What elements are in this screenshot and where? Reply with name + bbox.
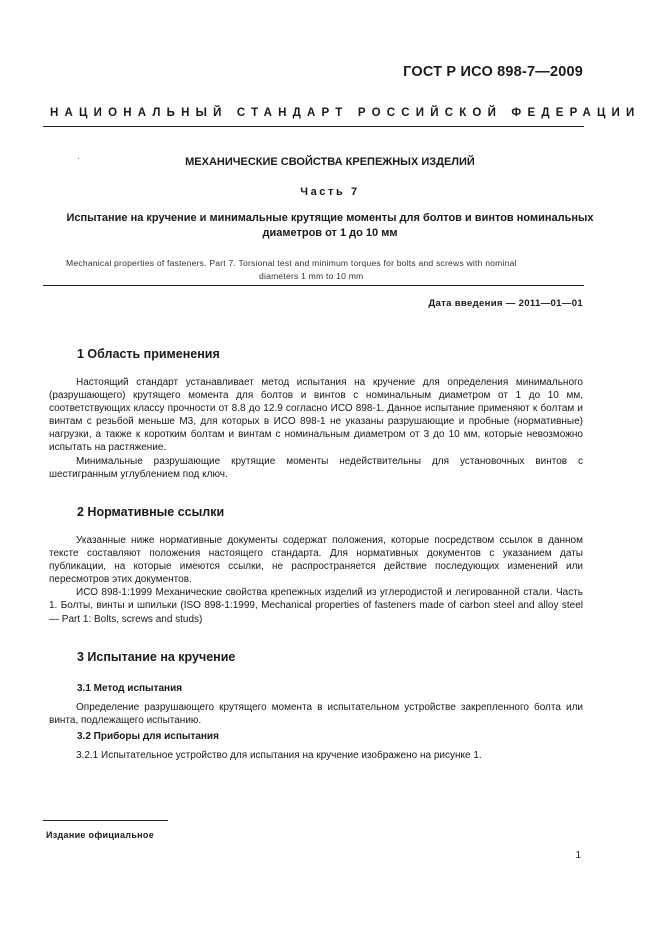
english-title [66, 257, 596, 283]
footer-rule [43, 820, 168, 821]
part-label: Часть 7 [300, 186, 360, 198]
english-title-line-1: Mechanical properties of fasteners. Part 7. Torsional test and minimum torques for bolts and screws with nominal [66, 258, 517, 268]
section-2-heading: 2 Нормативные ссылки [77, 505, 225, 519]
document-title: МЕХАНИЧЕСКИЕ СВОЙСТВА КРЕПЕЖНЫХ ИЗДЕЛИЙ [185, 156, 475, 168]
document-subtitle [40, 211, 620, 241]
section-2-body [49, 534, 583, 626]
title-rule [43, 285, 584, 286]
standard-id: ГОСТ Р ИСО 898-7—2009 [403, 64, 583, 80]
header-rule [43, 126, 584, 127]
section-1-body [49, 376, 583, 481]
english-title-line-2: diameters 1 mm to 10 mm [259, 271, 364, 281]
section-3-2-1-text: 3.2.1 Испытательное устройство для испытания на кручение изображено на рисунке 1. [76, 750, 482, 761]
section-3-1-text: Определение разрушающего крутящего момента в испытательном устройстве закрепленного болта или винта, подлежащего испытанию. [49, 702, 583, 727]
national-standard-banner: НАЦИОНАЛЬНЫЙ СТАНДАРТ РОССИЙСКОЙ ФЕДЕРАЦИИ [50, 107, 641, 119]
section-1-paragraph-2: Минимальные разрушающие крутящие моменты недействительны для установочных винтов с шестигранным углублением под ключ. [49, 455, 583, 480]
section-3-1-heading: 3.1 Метод испытания [77, 683, 183, 694]
section-2-paragraph-2: ИСО 898-1:1999 Механические свойства крепежных изделий из углеродистой и легированной стали. Часть 1. Болты, винты и шпильки (ISO 898-1:1999, Mechanical properties of fasteners made of carbon steel and alloy steel — Part 1: Bolts, screws and studs) [49, 587, 583, 625]
section-1-paragraph-1: Настоящий стандарт устанавливает метод испытания на кручение для определения минимального (разрушающего) крутящего момента для болтов и винтов с номинальным диаметром от 1 до 10 мм, соответствующих классу прочности от 8.8 до 12.9 согласно ИСО 898-1. Данное испытание применяют к болтам и винтам с резьбой меньше М3, для которых в ИСО 898-1 не указаны разрушающие и пробные (нормативные) нагрузки, а также к коротким болтам и винтам с номинальным диаметром от 3 до 10 мм, которые невозможно испытать на растяжение. [49, 377, 583, 454]
subtitle-line-1: Испытание на кручение и минимальные крутящие моменты для болтов и винтов номинальных [66, 212, 594, 224]
section-2-paragraph-1: Указанные ниже нормативные документы содержат положения, которые посредством ссылок в данном тексте составляют положения настоящего стандарта. Для нормативных документов с указанием даты публикации, на которые имеются ссылки, не распространяется действие последующих изменений или пересмотров этих документов. [49, 535, 583, 586]
subtitle-line-2: диаметров от 1 до 10 мм [262, 227, 398, 239]
margin-dot: . [77, 151, 80, 162]
section-3-1-body [49, 701, 583, 727]
section-3-heading: 3 Испытание на кручение [77, 650, 236, 664]
section-3-2-heading: 3.2 Приборы для испытания [77, 731, 219, 742]
page-number: 1 [575, 850, 581, 861]
introduction-date: Дата введения — 2011—01—01 [428, 298, 583, 309]
section-1-heading: 1 Область применения [77, 347, 220, 361]
official-edition-label: Издание официальное [46, 830, 155, 840]
section-3-2-body [49, 749, 583, 762]
